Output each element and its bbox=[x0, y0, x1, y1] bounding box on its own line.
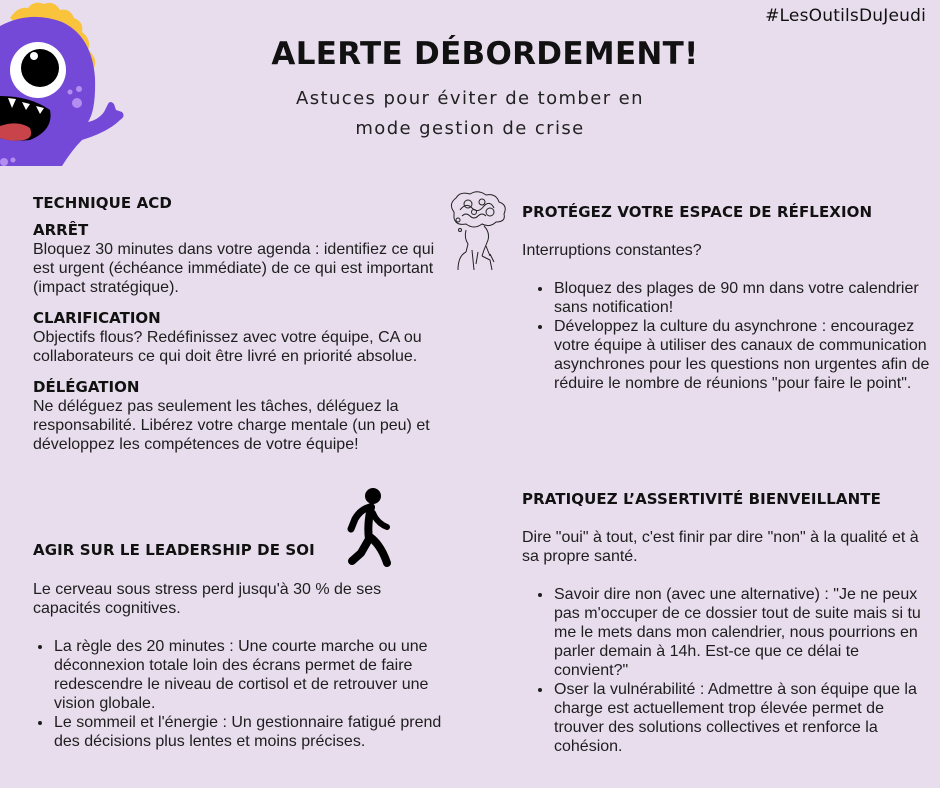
acd-item-heading: ARRÊT bbox=[33, 221, 89, 239]
section-intro: Interruptions constantes? bbox=[522, 242, 702, 259]
section-intro: Le cerveau sous stress perd jusqu'à 30 % de ses capacités cognitives. bbox=[33, 581, 382, 617]
page-subtitle bbox=[270, 84, 670, 144]
list-item: • Bloquez des plages de 90 mn dans votre calendrier sans notification! bbox=[553, 279, 932, 317]
acd-item bbox=[33, 309, 443, 366]
section-title: TECHNIQUE ACD bbox=[33, 194, 172, 212]
section-leadership bbox=[33, 541, 443, 751]
hashtag: #LesOutilsDuJeudi bbox=[765, 6, 926, 26]
page-title: ALERTE DÉBORDEMENT! bbox=[271, 36, 699, 72]
acd-item bbox=[33, 221, 443, 297]
section-technique-acd bbox=[33, 194, 443, 454]
acd-item-text: Objectifs flous? Redéfinissez avec votre équipe, CA ou collaborateurs ce qui doit être livré en priorité absolue. bbox=[33, 329, 422, 365]
acd-item bbox=[33, 378, 443, 454]
acd-item-heading: CLARIFICATION bbox=[33, 309, 161, 327]
thinking-head-icon bbox=[444, 190, 514, 272]
list-item: • Savoir dire non (avec une alternative) : "Je ne peux pas m'occuper de ce dossier tout de suite mais si tu me le mets dans mon calendrier, nous pourrions en parler demain à 14h. Est-ce que ce délai te convient?" bbox=[553, 585, 932, 680]
list-item: • Oser la vulnérabilité : Admettre à son équipe que la charge est actuellement trop élevée permet de trouver des solutions collectives et renforce la cohésion. bbox=[553, 680, 932, 756]
bullet-list bbox=[522, 279, 932, 393]
section-title: PRATIQUEZ L’ASSERTIVITÉ BIENVEILLANTE bbox=[522, 490, 881, 508]
subtitle-line-2: mode gestion de crise bbox=[355, 118, 585, 139]
section-assertivite bbox=[522, 490, 932, 756]
section-title: AGIR SUR LE LEADERSHIP DE SOI bbox=[33, 541, 315, 559]
subtitle-line-1: Astuces pour éviter de tomber en bbox=[296, 88, 644, 109]
list-item: • La règle des 20 minutes : Une courte marche ou une déconnexion totale loin des écrans permet de faire redescendre le niveau de cortisol et de retrouver une vision globale. bbox=[53, 637, 443, 713]
acd-item-text: Bloquez 30 minutes dans votre agenda : identifiez ce qui est urgent (échéance immédiate) de ce qui est important (impact stratégique). bbox=[33, 241, 435, 296]
section-intro: Dire "oui" à tout, c'est finir par dire "non" à la qualité et à sa propre santé. bbox=[522, 529, 919, 565]
list-item: • Développez la culture du asynchrone : encouragez votre équipe à utiliser des canaux de communication asynchrones pour les questions non urgentes afin de réduire le nombre de réunions "pour faire le point". bbox=[553, 317, 932, 393]
bullet-list bbox=[33, 637, 443, 751]
monster-illustration bbox=[0, 0, 130, 166]
acd-item-heading: DÉLÉGATION bbox=[33, 378, 140, 396]
section-title: PROTÉGEZ VOTRE ESPACE DE RÉFLEXION bbox=[522, 203, 873, 221]
bullet-list bbox=[522, 585, 932, 756]
list-item: • Le sommeil et l'énergie : Un gestionnaire fatigué prend des décisions plus lentes et moins précises. bbox=[53, 713, 443, 751]
acd-item-text: Ne déléguez pas seulement les tâches, déléguez la responsabilité. Libérez votre charge mentale (un peu) et développez les compétences de votre équipe! bbox=[33, 398, 430, 453]
section-reflexion bbox=[522, 203, 932, 393]
